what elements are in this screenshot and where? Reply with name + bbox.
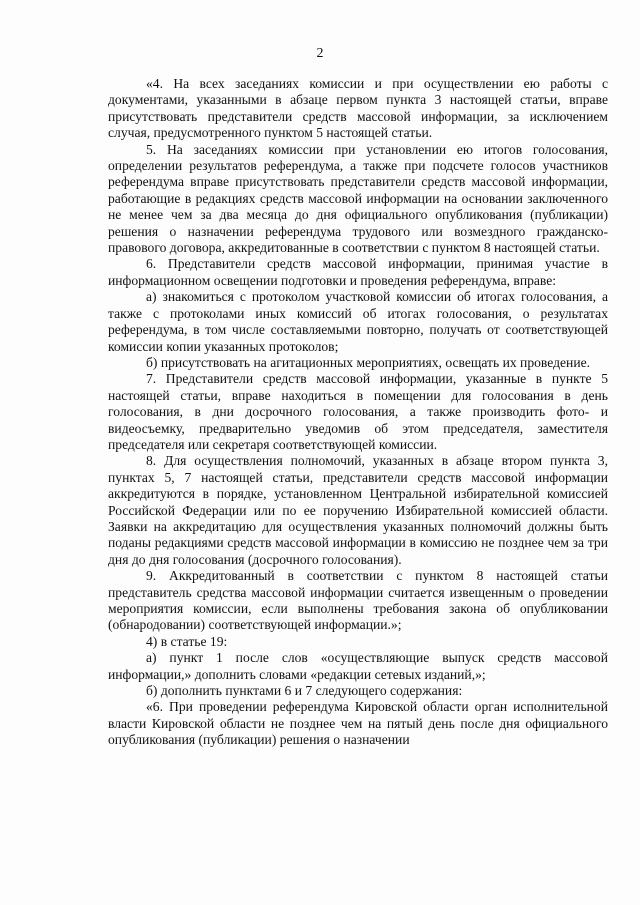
paragraph-article-19: 4) в статье 19: xyxy=(146,633,228,649)
paragraph-article-19-b: б) дополнить пунктами 6 и 7 следующего содержания: xyxy=(146,683,463,699)
document-body xyxy=(108,76,608,749)
paragraph-article-19-a: а) пункт 1 после слов «осуществляющие выпуск средств массовой информации,» дополнить словами «редакции сетевых изданий,»; xyxy=(108,650,608,682)
paragraph-item-6: 6. Представители средств массовой информации, принимая участие в информационном освещении подготовки и проведения референдума, вправе: xyxy=(108,256,608,288)
paragraph-new-item-6: «6. При проведении референдума Кировской области орган исполнительной власти Кировской области не позднее чем на пятый день после дня официального опубликования (публикации) решения о назначении xyxy=(108,699,608,748)
paragraph-item-9: 9. Аккредитованный в соответствии с пунктом 8 настоящей статьи представитель средства массовой информации считается извещенным о проведении мероприятия комиссии, если выполнены требования закона об опубликовании (обнародовании) соответствующей информации.»; xyxy=(108,568,608,633)
page-number: 2 xyxy=(316,46,324,61)
paragraph-item-8: 8. Для осуществления полномочий, указанных в абзаце втором пункта 3, пунктах 5, 7 настоящей статьи, представители средств массовой информации аккредитуются в порядке, установленном Центральной избирательной комиссией Российской Федерации или по ее поручению Избирательной комиссией области. Заявки на аккредитацию для осуществления указанных полномочий должны быть поданы редакциями средств массовой информации в комиссию не позднее чем за три дня до дня голосования (досрочного голосования). xyxy=(108,453,608,567)
paragraph-item-5: 5. На заседаниях комиссии при установлении ею итогов голосования, определении результатов референдума, а также при подсчете голосов участников референдума вправе присутствовать представители средств массовой информации, работающие в редакциях средств массовой информации на основании заключенного не менее чем за два месяца до дня официального опубликования (публикации) решения о назначении референдума трудового или возмездного гражданско-правового договора, аккредитованные в соответствии с пунктом 8 настоящей статьи. xyxy=(108,141,608,256)
paragraph-item-4: «4. На всех заседаниях комиссии и при осуществлении ею работы с документами, указанными в абзаце первом пункта 3 настоящей статьи, вправе присутствовать представители средств массовой информации, за исключением случая, предусмотренного пунктом 5 настоящей статьи. xyxy=(108,76,608,141)
paragraph-subitem-a: а) знакомиться с протоколом участковой комиссии об итогах голосования, а также с протоколами иных комиссий об итогах голосования, о результатах референдума, в том числе составляемыми повторно, получать от соответствующей комиссии копии указанных протоколов; xyxy=(108,289,608,354)
paragraph-item-7: 7. Представители средств массовой информации, указанные в пункте 5 настоящей статьи, вправе находиться в помещении для голосования в день голосования, в дни досрочного голосования, а также производить фото- и видеосъемку, предварительно уведомив об этом председателя, заместителя председателя или секретаря соответствующей комиссии. xyxy=(108,371,608,452)
paragraph-subitem-b: б) присутствовать на агитационных мероприятиях, освещать их проведение. xyxy=(146,354,591,370)
